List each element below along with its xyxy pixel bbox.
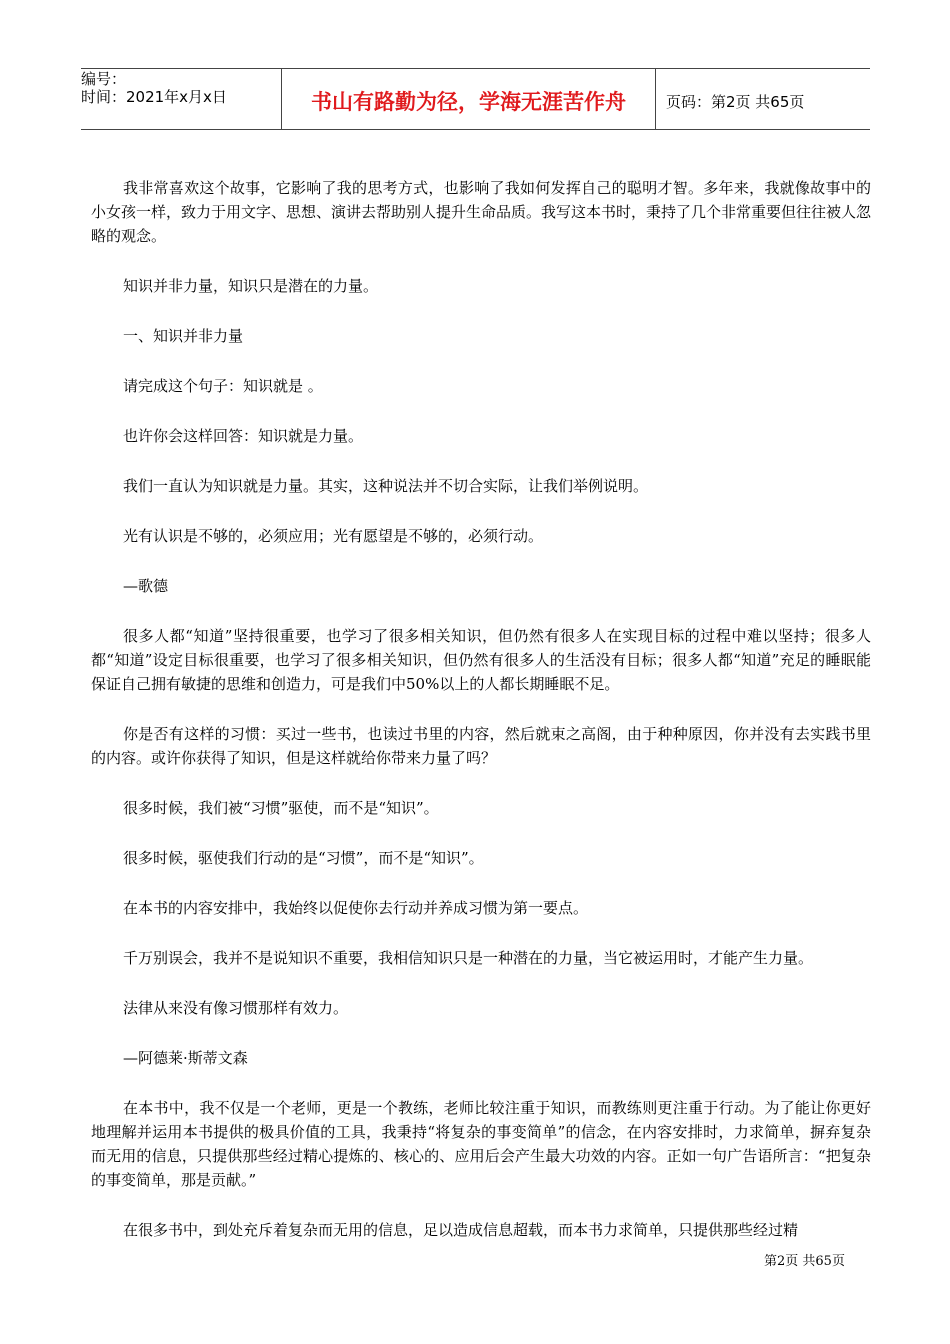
quote-attribution: —阿德莱·斯蒂文森 xyxy=(123,1049,248,1067)
section-heading: 一、知识并非力量 xyxy=(123,327,244,345)
document-body xyxy=(91,176,871,1268)
paragraph: 千万别误会，我并不是说知识不重要，我相信知识只是一种潜在的力量，当它被运用时，才能产生力量。 xyxy=(123,949,814,967)
page-header xyxy=(81,68,870,130)
paragraph: 很多时候，我们被“习惯”驱使，而不是“知识”。 xyxy=(123,799,439,817)
paragraph: 请完成这个句子：知识就是 。 xyxy=(123,377,323,395)
number-label: 编号： xyxy=(81,70,127,88)
header-page-info: 页码：第2页 共65页 xyxy=(666,92,805,111)
paragraph: 也许你会这样回答：知识就是力量。 xyxy=(123,427,364,445)
paragraph: 我们一直认为知识就是力量。其实，这种说法并不切合实际，让我们举例说明。 xyxy=(123,477,649,495)
paragraph: 在很多书中，到处充斥着复杂而无用的信息，足以造成信息超载，而本书力求简单，只提供那些经过精 xyxy=(123,1221,799,1239)
quote: 光有认识是不够的，必须应用；光有愿望是不够的，必须行动。 xyxy=(123,527,544,545)
paragraph: 我非常喜欢这个故事，它影响了我的思考方式，也影响了我如何发挥自己的聪明才智。多年来，我就像故事中的小女孩一样，致力于用文字、思想、演讲去帮助别人提升生命品质。我写这本书时，秉持了几个非常重要但往往被人忽略的观念。 xyxy=(91,179,872,245)
paragraph: 在本书的内容安排中，我始终以促使你去行动并养成习惯为第一要点。 xyxy=(123,899,589,917)
quote: 法律从来没有像习惯那样有效力。 xyxy=(123,999,349,1017)
paragraph: 在本书中，我不仅是一个老师，更是一个教练，老师比较注重于知识，而教练则更注重于行动。为了能让你更好地理解并运用本书提供的极具价值的工具，我秉持“将复杂的事变简单”的信念，在内容安排时，力求简单，摒弃复杂而无用的信息，只提供那些经过精心提炼的、核心的、应用后会产生最大功效的内容。正如一句广告语所言：“把复杂的事变简单，那是贡献。” xyxy=(91,1099,871,1189)
header-meta-cell xyxy=(81,69,282,129)
paragraph: 知识并非力量，知识只是潜在的力量。 xyxy=(123,277,379,295)
page-footer: 第2页 共65页 xyxy=(764,1254,845,1269)
header-motto: 书山有路勤为径，学海无涯苦作舟 xyxy=(282,69,656,129)
paragraph: 你是否有这样的习惯：买过一些书，也读过书里的内容，然后就束之高阁，由于种种原因，你并没有去实践书里的内容。或许你获得了知识，但是这样就给你带来力量了吗？ xyxy=(91,725,871,767)
paragraph: 很多人都“知道”坚持很重要，也学习了很多相关知识，但仍然有很多人在实现目标的过程中难以坚持；很多人都“知道”设定目标很重要，也学习了很多相关知识，但仍然有很多人的生活没有目标；很多人都“知道”充足的睡眠能保证自己拥有敏捷的思维和创造力，可是我们中50%以上的人都长期睡眠不足。 xyxy=(91,627,871,693)
paragraph: 很多时候，驱使我们行动的是“习惯”，而不是“知识”。 xyxy=(123,849,484,867)
quote-attribution: —歌德 xyxy=(123,577,169,595)
time-label: 时间：2021年x月x日 xyxy=(81,88,227,106)
